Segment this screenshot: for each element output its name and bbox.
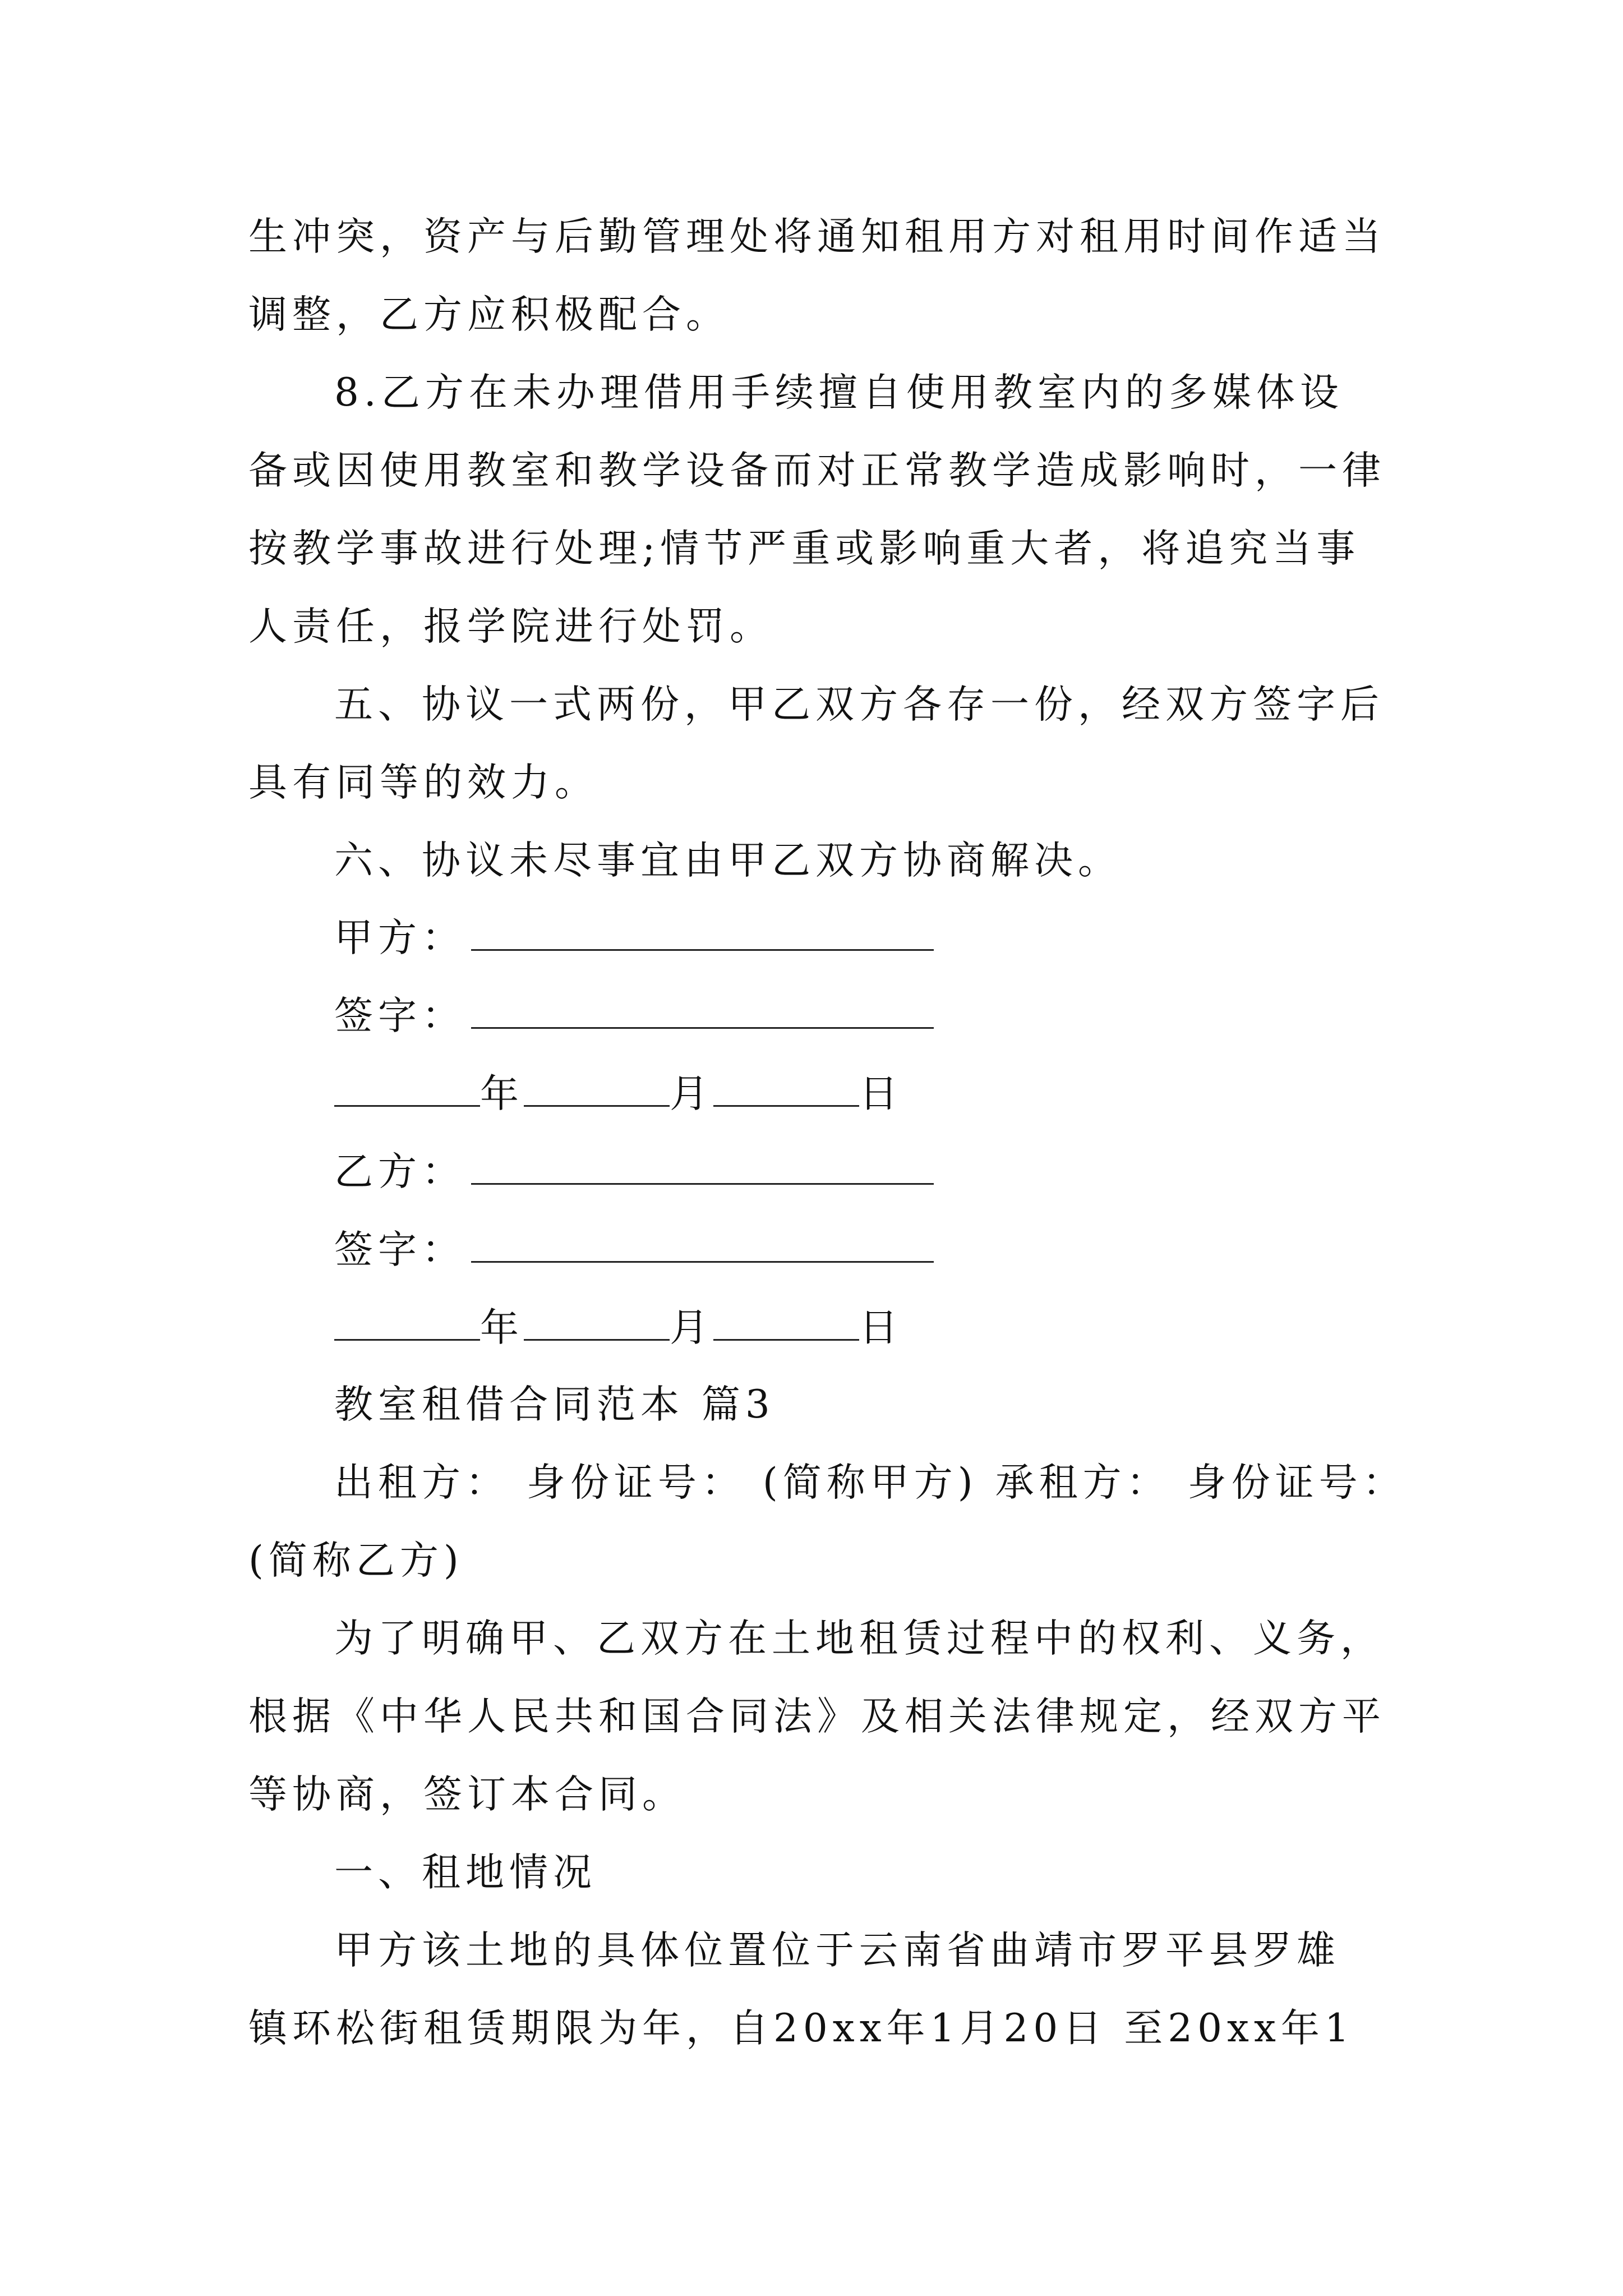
paragraph-line: 根据《中华人民共和国合同法》及相关法律规定，经双方平 — [248, 1694, 1386, 1739]
party-b-date — [334, 1305, 903, 1350]
paragraph-line: 按教学事故进行处理;情节严重或影响重大者，将追究当事 — [248, 526, 1361, 571]
clause-8-line: 8.乙方在未办理借用手续擅自使用教室内的多媒体设 — [334, 370, 1344, 415]
party-a-sign-label: 签字： — [334, 993, 465, 1038]
party-b-sign-blank — [471, 1230, 934, 1263]
month-blank — [524, 1074, 670, 1107]
clause-6-line: 六、协议未尽事宜由甲乙双方协商解决。 — [334, 838, 1122, 883]
paragraph-line: 生冲突，资产与后勤管理处将通知租用方对租用时间作适当 — [248, 214, 1386, 259]
paragraph-line: (简称乙方) — [248, 1538, 464, 1583]
parties-line: 出租方： 身份证号： (简称甲方) 承租方： 身份证号： — [334, 1460, 1407, 1505]
paragraph-line: 备或因使用教室和教学设备而对正常教学造成影响时，一律 — [248, 448, 1386, 493]
day-label: 日 — [859, 1305, 903, 1350]
month-label: 月 — [670, 1071, 713, 1116]
paragraph-line: 人责任，报学院进行处罚。 — [248, 604, 773, 649]
party-b-blank — [471, 1152, 934, 1185]
party-b-sign-label: 签字： — [334, 1227, 465, 1272]
party-b-field — [334, 1149, 934, 1194]
party-a-sign-field — [334, 993, 934, 1038]
month-label: 月 — [670, 1305, 713, 1350]
year-blank — [334, 1074, 480, 1107]
party-a-date — [334, 1071, 903, 1116]
paragraph-line: 等协商，签订本合同。 — [248, 1772, 686, 1817]
party-a-label: 甲方： — [334, 915, 465, 960]
paragraph-line: 具有同等的效力。 — [248, 760, 598, 805]
party-b-sign-field — [334, 1227, 934, 1272]
party-a-sign-blank — [471, 996, 934, 1029]
subsection-heading: 一、租地情况 — [334, 1850, 597, 1895]
paragraph-line: 甲方该土地的具体位置位于云南省曲靖市罗平县罗雄 — [334, 1928, 1340, 1973]
paragraph-line: 镇环松街租赁期限为年，自20xx年1月20日 至20xx年1 — [248, 2006, 1354, 2051]
paragraph-line: 为了明确甲、乙双方在土地租赁过程中的权利、义务， — [334, 1616, 1384, 1661]
day-label: 日 — [859, 1071, 903, 1116]
paragraph-line: 调整，乙方应积极配合。 — [248, 292, 730, 337]
party-a-blank — [471, 918, 934, 951]
party-a-field — [334, 915, 934, 960]
year-blank — [334, 1308, 480, 1341]
day-blank — [713, 1074, 859, 1107]
section-title: 教室租借合同范本 篇3 — [334, 1382, 775, 1427]
day-blank — [713, 1308, 859, 1341]
party-b-label: 乙方： — [334, 1149, 465, 1194]
month-blank — [524, 1308, 670, 1341]
year-label: 年 — [480, 1071, 524, 1116]
clause-5-line: 五、协议一式两份，甲乙双方各存一份，经双方签字后 — [334, 682, 1384, 727]
year-label: 年 — [480, 1305, 524, 1350]
